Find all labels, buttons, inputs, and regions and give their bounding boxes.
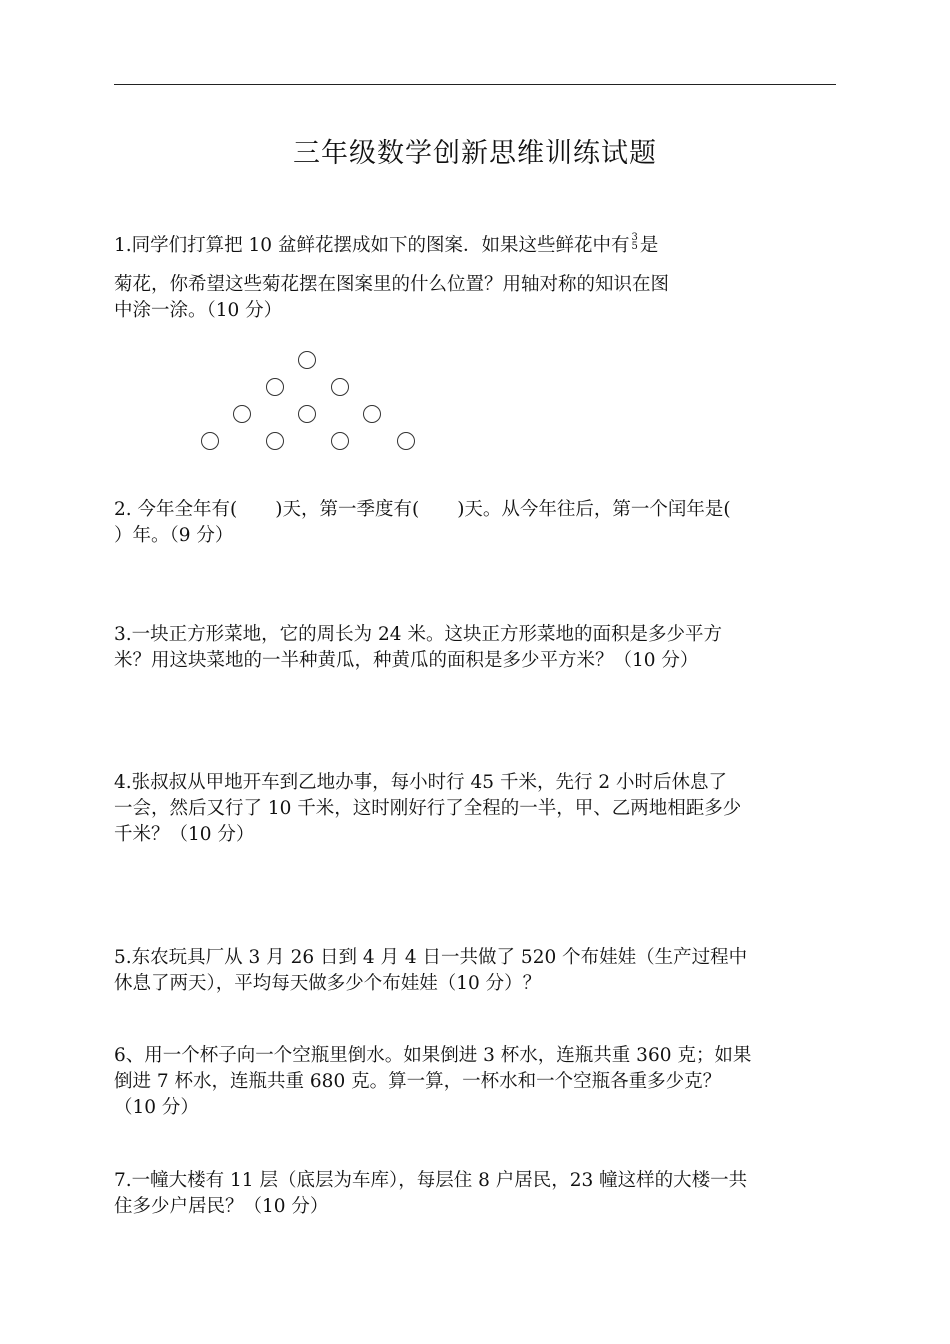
flower-circle[interactable]: [363, 405, 381, 423]
question-4-line-3: 千米？（10 分）: [114, 824, 255, 845]
question-1-line-1: [114, 233, 838, 259]
q2-text-part-3: )天。从今年往后，第一个闰年是(: [457, 499, 731, 520]
page-title: 三年级数学创新思维训练试题: [293, 138, 657, 169]
question-7-line-1: 7.一幢大楼有 11 层（底层为车库），每层住 8 户居民，23 幢这样的大楼一共: [114, 1170, 748, 1191]
question-5-line-2: 休息了两天），平均每天做多少个布娃娃（10 分）？: [114, 973, 542, 994]
flower-circle[interactable]: [298, 405, 316, 423]
flower-circle[interactable]: [266, 432, 284, 450]
fraction-denominator: 5: [631, 241, 638, 252]
header-rule: [114, 84, 836, 85]
q1-text-before-fraction: 1.同学们打算把 10 盆鲜花摆成如下的图案．如果这些鲜花中有: [114, 235, 630, 256]
question-3-line-2: 米？用这块菜地的一半种黄瓜，种黄瓜的面积是多少平方米？（10 分）: [114, 650, 699, 671]
question-3-line-1: 3.一块正方形菜地，它的周长为 24 米。这块正方形菜地的面积是多少平方: [114, 624, 722, 645]
question-6-line-1: 6、用一个杯子向一个空瓶里倒水。如果倒进 3 杯水，连瓶共重 360 克；如果: [114, 1045, 752, 1066]
q1-text-after-fraction: 是: [639, 235, 659, 256]
flower-circle[interactable]: [397, 432, 415, 450]
q2-text-part-1: 2. 今年全年有(: [114, 499, 238, 520]
flower-circle[interactable]: [266, 378, 284, 396]
question-5-line-1: 5.东农玩具厂从 3 月 26 日到 4 月 4 日一共做了 520 个布娃娃（生产过程中: [114, 947, 748, 968]
question-6-line-3: （10 分）: [114, 1097, 199, 1118]
flower-circle[interactable]: [298, 351, 316, 369]
question-6-line-2: 倒进 7 杯水，连瓶共重 680 克。算一算，一杯水和一个空瓶各重多少克？: [114, 1071, 722, 1092]
fraction-three-fifths: [631, 233, 637, 251]
flower-circle[interactable]: [201, 432, 219, 450]
question-2-line-2: ）年。（9 分）: [114, 525, 234, 546]
flower-circle[interactable]: [331, 378, 349, 396]
question-7-line-2: 住多少户居民？（10 分）: [114, 1196, 329, 1217]
question-1-line-3: 中涂一涂。（10 分）: [114, 300, 283, 321]
flower-circle[interactable]: [331, 432, 349, 450]
question-4-line-1: 4.张叔叔从甲地开车到乙地办事，每小时行 45 千米，先行 2 小时后休息了: [114, 772, 727, 793]
question-4-line-2: 一会，然后又行了 10 千米，这时刚好行了全程的一半，甲、乙两地相距多少: [114, 798, 742, 819]
q2-text-part-2: )天，第一季度有(: [275, 499, 420, 520]
question-2-line-1: [114, 497, 838, 523]
question-1-line-2: 菊花，你希望这些菊花摆在图案里的什么位置？用轴对称的知识在图: [114, 274, 670, 295]
fraction-numerator: 3: [631, 232, 638, 243]
flower-circle[interactable]: [233, 405, 251, 423]
